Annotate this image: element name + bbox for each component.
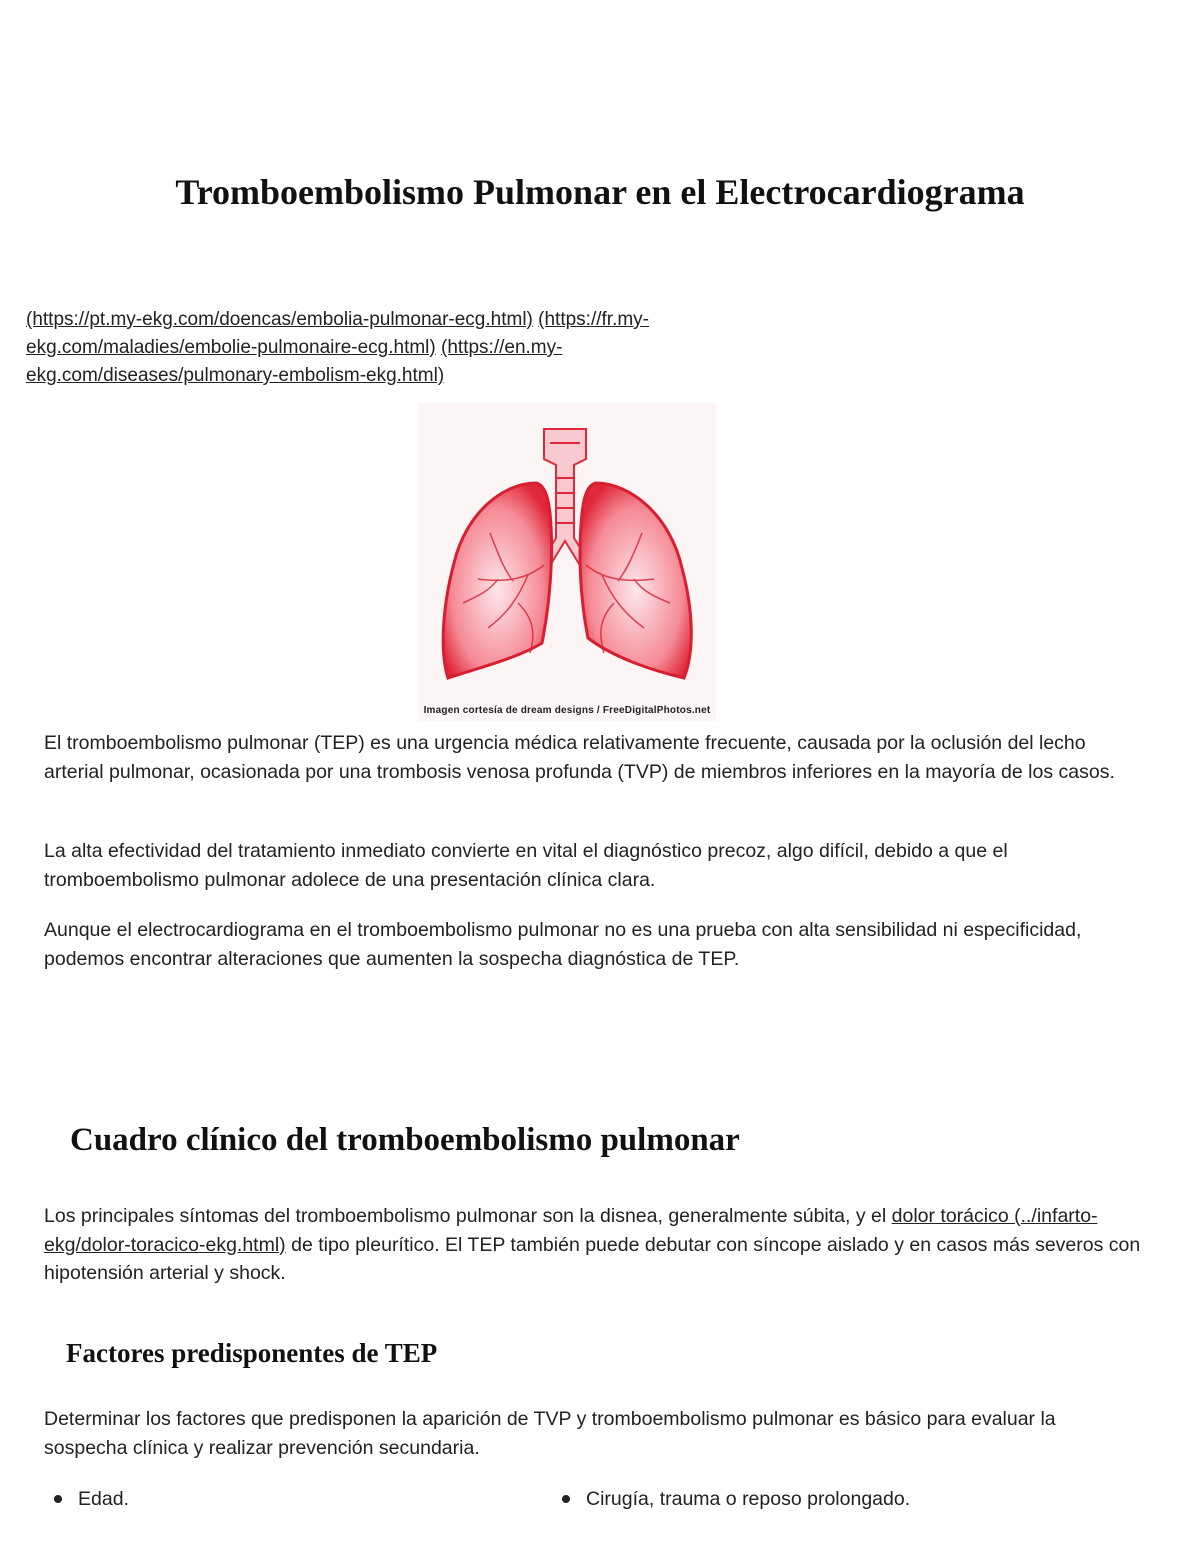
factors-paragraph: Determinar los factores que predisponen la aparición de TVP y tromboembolismo pulmonar es básico para evaluar la sospecha clínica y realizar prevención secundaria. [44,1408,1056,1459]
factors-heading: Factores predisponentes de TEP [66,1338,438,1368]
language-links [26,306,786,390]
link-french[interactable]: (https://fr.my-ekg.com/maladies/embolie-pulmonaire-ecg.html) [26,309,650,358]
clinical-text-after: de tipo pleurítico. El TEP también puede debutar con síncope aislado y en casos más severos con hipotensión arterial y shock. [44,1233,1141,1284]
link-english[interactable]: (https://en.my-ekg.com/diseases/pulmonary-embolism-ekg.html) [26,337,563,386]
list-item-label: Cirugía, trauma o reposo prolongado. [586,1488,911,1510]
clinical-text-before: Los principales síntomas del tromboembolismo pulmonar son la disnea, generalmente súbita, y el [44,1205,892,1227]
list-item-label: Edad. [78,1488,129,1510]
bullet-icon [562,1495,570,1503]
lungs-figure [418,403,716,721]
intro-paragraph-3: Aunque el electrocardiograma en el tromboembolismo pulmonar no es una prueba con alta sensibilidad ni especificidad, podemos encontrar alteraciones que aumenten la sospecha diagnóstica de TEP. [44,919,1082,970]
figure-caption: Imagen cortesía de dream designs / FreeDigitalPhotos.net [423,705,711,716]
page-title: Tromboembolismo Pulmonar en el Electrocardiograma [175,172,1025,212]
link-portuguese[interactable]: (https://pt.my-ekg.com/doencas/embolia-pulmonar-ecg.html) [26,309,533,330]
factors-list [0,1484,1200,1516]
bullet-icon [54,1495,62,1503]
chest-pain-link[interactable]: dolor torácico (../infarto-ekg/dolor-toracico-ekg.html) [44,1205,1098,1256]
list-item [78,1484,129,1514]
clinical-heading: Cuadro clínico del tromboembolismo pulmonar [70,1122,740,1158]
clinical-paragraph [44,1202,1144,1288]
lungs-illustration [418,403,716,703]
intro-paragraph-1: El tromboembolismo pulmonar (TEP) es una urgencia médica relativamente frecuente, causada por la oclusión del lecho arterial pulmonar, ocasionada por una trombosis venosa profunda (TVP) de miembros inferiores en la mayoría de los casos. [44,732,1115,783]
intro-paragraph-2: La alta efectividad del tratamiento inmediato convierte en vital el diagnóstico precoz, algo difícil, debido a que el tromboembolismo pulmonar adolece de una presentación clínica clara. [44,840,1008,891]
list-item [586,1484,910,1514]
